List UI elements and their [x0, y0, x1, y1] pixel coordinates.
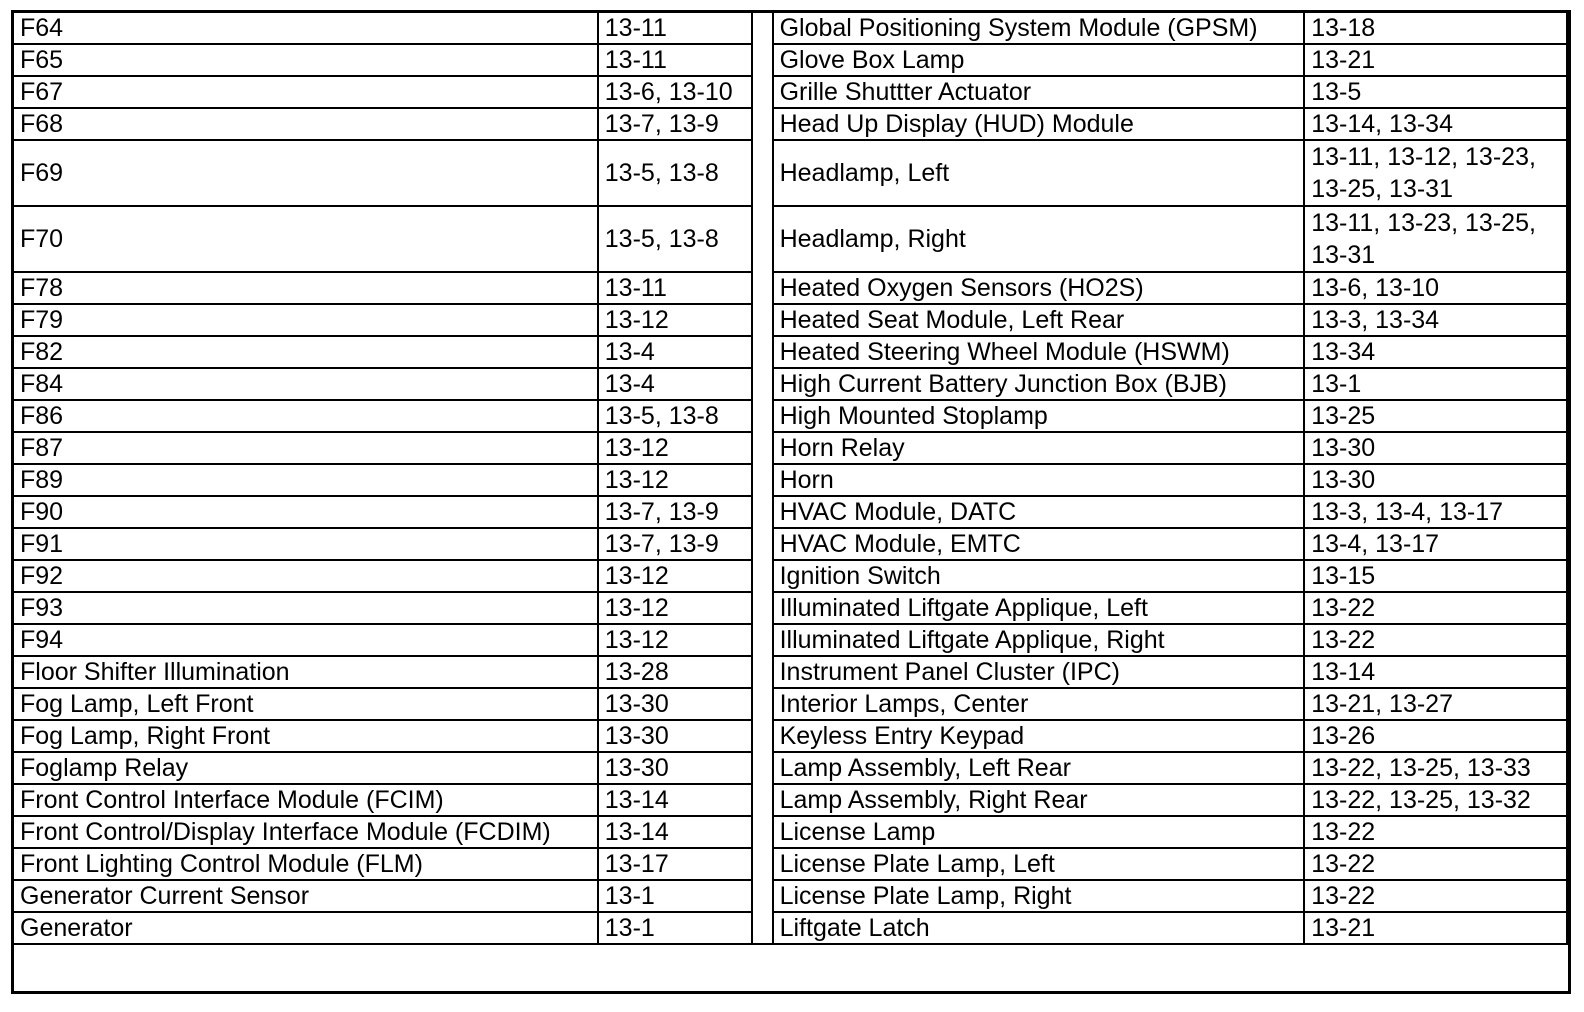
left-page-ref-cell: 13-11	[598, 12, 752, 44]
column-gap	[752, 848, 772, 880]
column-gap	[752, 44, 772, 76]
right-component-cell: High Mounted Stoplamp	[773, 400, 1305, 432]
column-gap	[752, 624, 772, 656]
right-component-cell: Headlamp, Left	[773, 140, 1305, 206]
left-page-ref-cell: 13-1	[598, 880, 752, 912]
table-row	[13, 912, 1567, 944]
left-page-ref-cell: 13-12	[598, 624, 752, 656]
left-page-ref-cell: 13-17	[598, 848, 752, 880]
column-gap	[752, 206, 772, 272]
left-component-cell: F78	[13, 272, 598, 304]
right-page-ref-cell: 13-21	[1304, 912, 1567, 944]
component-index-body	[13, 12, 1567, 944]
right-component-cell: Illuminated Liftgate Applique, Right	[773, 624, 1305, 656]
left-page-ref-cell: 13-7, 13-9	[598, 496, 752, 528]
left-component-cell: F70	[13, 206, 598, 272]
table-row	[13, 44, 1567, 76]
left-component-cell: F87	[13, 432, 598, 464]
table-row	[13, 108, 1567, 140]
right-page-ref-cell: 13-34	[1304, 336, 1567, 368]
right-component-cell: HVAC Module, EMTC	[773, 528, 1305, 560]
right-component-cell: Interior Lamps, Center	[773, 688, 1305, 720]
right-page-ref-cell: 13-22	[1304, 880, 1567, 912]
right-component-cell: Head Up Display (HUD) Module	[773, 108, 1305, 140]
right-page-ref-cell: 13-22	[1304, 848, 1567, 880]
right-page-ref-cell: 13-6, 13-10	[1304, 272, 1567, 304]
table-row	[13, 560, 1567, 592]
left-component-cell: F89	[13, 464, 598, 496]
right-component-cell: Horn	[773, 464, 1305, 496]
column-gap	[752, 720, 772, 752]
left-page-ref-cell: 13-12	[598, 304, 752, 336]
right-component-cell: HVAC Module, DATC	[773, 496, 1305, 528]
right-component-cell: Illuminated Liftgate Applique, Left	[773, 592, 1305, 624]
table-row	[13, 140, 1567, 206]
left-component-cell: F67	[13, 76, 598, 108]
table-row	[13, 784, 1567, 816]
table-row	[13, 656, 1567, 688]
table-row	[13, 496, 1567, 528]
right-component-cell: High Current Battery Junction Box (BJB)	[773, 368, 1305, 400]
right-component-cell: Instrument Panel Cluster (IPC)	[773, 656, 1305, 688]
left-page-ref-cell: 13-5, 13-8	[598, 400, 752, 432]
right-page-ref-cell: 13-22	[1304, 816, 1567, 848]
left-page-ref-cell: 13-14	[598, 784, 752, 816]
right-page-ref-cell: 13-21	[1304, 44, 1567, 76]
right-component-cell: Headlamp, Right	[773, 206, 1305, 272]
column-gap	[752, 108, 772, 140]
right-component-cell: Liftgate Latch	[773, 912, 1305, 944]
left-page-ref-cell: 13-4	[598, 336, 752, 368]
left-component-cell: F86	[13, 400, 598, 432]
right-component-cell: Lamp Assembly, Right Rear	[773, 784, 1305, 816]
right-page-ref-cell: 13-11, 13-12, 13-23, 13-25, 13-31	[1304, 140, 1567, 206]
column-gap	[752, 336, 772, 368]
table-row	[13, 12, 1567, 44]
left-page-ref-cell: 13-30	[598, 720, 752, 752]
left-component-cell: F92	[13, 560, 598, 592]
left-component-cell: Generator Current Sensor	[13, 880, 598, 912]
right-page-ref-cell: 13-22, 13-25, 13-32	[1304, 784, 1567, 816]
right-component-cell: Heated Oxygen Sensors (HO2S)	[773, 272, 1305, 304]
left-page-ref-cell: 13-11	[598, 272, 752, 304]
column-gap	[752, 76, 772, 108]
right-page-ref-cell: 13-5	[1304, 76, 1567, 108]
left-component-cell: Floor Shifter Illumination	[13, 656, 598, 688]
left-component-cell: Generator	[13, 912, 598, 944]
left-component-cell: F79	[13, 304, 598, 336]
table-row	[13, 688, 1567, 720]
right-component-cell: Global Positioning System Module (GPSM)	[773, 12, 1305, 44]
right-page-ref-cell: 13-4, 13-17	[1304, 528, 1567, 560]
table-row	[13, 752, 1567, 784]
left-page-ref-cell: 13-28	[598, 656, 752, 688]
column-gap	[752, 560, 772, 592]
right-component-cell: Grille Shuttter Actuator	[773, 76, 1305, 108]
right-component-cell: License Plate Lamp, Left	[773, 848, 1305, 880]
left-component-cell: F93	[13, 592, 598, 624]
left-page-ref-cell: 13-11	[598, 44, 752, 76]
right-page-ref-cell: 13-30	[1304, 432, 1567, 464]
column-gap	[752, 304, 772, 336]
right-page-ref-cell: 13-22, 13-25, 13-33	[1304, 752, 1567, 784]
column-gap	[752, 432, 772, 464]
table-row	[13, 816, 1567, 848]
left-page-ref-cell: 13-12	[598, 432, 752, 464]
left-page-ref-cell: 13-12	[598, 592, 752, 624]
table-row	[13, 528, 1567, 560]
table-row	[13, 206, 1567, 272]
right-page-ref-cell: 13-25	[1304, 400, 1567, 432]
right-component-cell: Glove Box Lamp	[773, 44, 1305, 76]
left-component-cell: Front Control/Display Interface Module (FCDIM)	[13, 816, 598, 848]
left-page-ref-cell: 13-4	[598, 368, 752, 400]
table-row	[13, 76, 1567, 108]
column-gap	[752, 880, 772, 912]
left-component-cell: F90	[13, 496, 598, 528]
right-page-ref-cell: 13-11, 13-23, 13-25, 13-31	[1304, 206, 1567, 272]
left-component-cell: F64	[13, 12, 598, 44]
column-gap	[752, 656, 772, 688]
column-gap	[752, 400, 772, 432]
component-index-table	[12, 11, 1568, 945]
table-row	[13, 272, 1567, 304]
left-page-ref-cell: 13-7, 13-9	[598, 108, 752, 140]
table-row	[13, 720, 1567, 752]
left-component-cell: Foglamp Relay	[13, 752, 598, 784]
left-component-cell: F82	[13, 336, 598, 368]
column-gap	[752, 140, 772, 206]
table-row	[13, 336, 1567, 368]
column-gap	[752, 528, 772, 560]
left-page-ref-cell: 13-6, 13-10	[598, 76, 752, 108]
column-gap	[752, 816, 772, 848]
left-component-cell: Front Lighting Control Module (FLM)	[13, 848, 598, 880]
right-page-ref-cell: 13-30	[1304, 464, 1567, 496]
left-page-ref-cell: 13-12	[598, 560, 752, 592]
table-row	[13, 880, 1567, 912]
column-gap	[752, 688, 772, 720]
right-page-ref-cell: 13-22	[1304, 592, 1567, 624]
right-component-cell: Horn Relay	[773, 432, 1305, 464]
right-page-ref-cell: 13-21, 13-27	[1304, 688, 1567, 720]
table-row	[13, 624, 1567, 656]
right-component-cell: Heated Steering Wheel Module (HSWM)	[773, 336, 1305, 368]
right-component-cell: Lamp Assembly, Left Rear	[773, 752, 1305, 784]
right-page-ref-cell: 13-15	[1304, 560, 1567, 592]
right-component-cell: License Plate Lamp, Right	[773, 880, 1305, 912]
left-component-cell: Fog Lamp, Right Front	[13, 720, 598, 752]
left-page-ref-cell: 13-7, 13-9	[598, 528, 752, 560]
left-component-cell: F65	[13, 44, 598, 76]
right-component-cell: Keyless Entry Keypad	[773, 720, 1305, 752]
left-page-ref-cell: 13-5, 13-8	[598, 206, 752, 272]
table-row	[13, 592, 1567, 624]
left-component-cell: F84	[13, 368, 598, 400]
left-page-ref-cell: 13-5, 13-8	[598, 140, 752, 206]
right-page-ref-cell: 13-1	[1304, 368, 1567, 400]
left-component-cell: F94	[13, 624, 598, 656]
left-component-cell: F91	[13, 528, 598, 560]
column-gap	[752, 272, 772, 304]
left-component-cell: F69	[13, 140, 598, 206]
left-component-cell: Front Control Interface Module (FCIM)	[13, 784, 598, 816]
column-gap	[752, 784, 772, 816]
right-page-ref-cell: 13-14, 13-34	[1304, 108, 1567, 140]
left-component-cell: F68	[13, 108, 598, 140]
table-row	[13, 368, 1567, 400]
left-page-ref-cell: 13-12	[598, 464, 752, 496]
left-page-ref-cell: 13-30	[598, 752, 752, 784]
right-page-ref-cell: 13-14	[1304, 656, 1567, 688]
table-row	[13, 848, 1567, 880]
column-gap	[752, 752, 772, 784]
column-gap	[752, 368, 772, 400]
table-row	[13, 464, 1567, 496]
column-gap	[752, 592, 772, 624]
table-row	[13, 400, 1567, 432]
column-gap	[752, 912, 772, 944]
left-component-cell: Fog Lamp, Left Front	[13, 688, 598, 720]
table-row	[13, 432, 1567, 464]
right-component-cell: Ignition Switch	[773, 560, 1305, 592]
right-page-ref-cell: 13-22	[1304, 624, 1567, 656]
right-page-ref-cell: 13-18	[1304, 12, 1567, 44]
right-page-ref-cell: 13-3, 13-34	[1304, 304, 1567, 336]
left-page-ref-cell: 13-14	[598, 816, 752, 848]
right-page-ref-cell: 13-26	[1304, 720, 1567, 752]
column-gap	[752, 496, 772, 528]
right-page-ref-cell: 13-3, 13-4, 13-17	[1304, 496, 1567, 528]
column-gap	[752, 464, 772, 496]
right-component-cell: License Lamp	[773, 816, 1305, 848]
left-page-ref-cell: 13-1	[598, 912, 752, 944]
column-gap	[752, 12, 772, 44]
right-component-cell: Heated Seat Module, Left Rear	[773, 304, 1305, 336]
left-page-ref-cell: 13-30	[598, 688, 752, 720]
table-row	[13, 304, 1567, 336]
